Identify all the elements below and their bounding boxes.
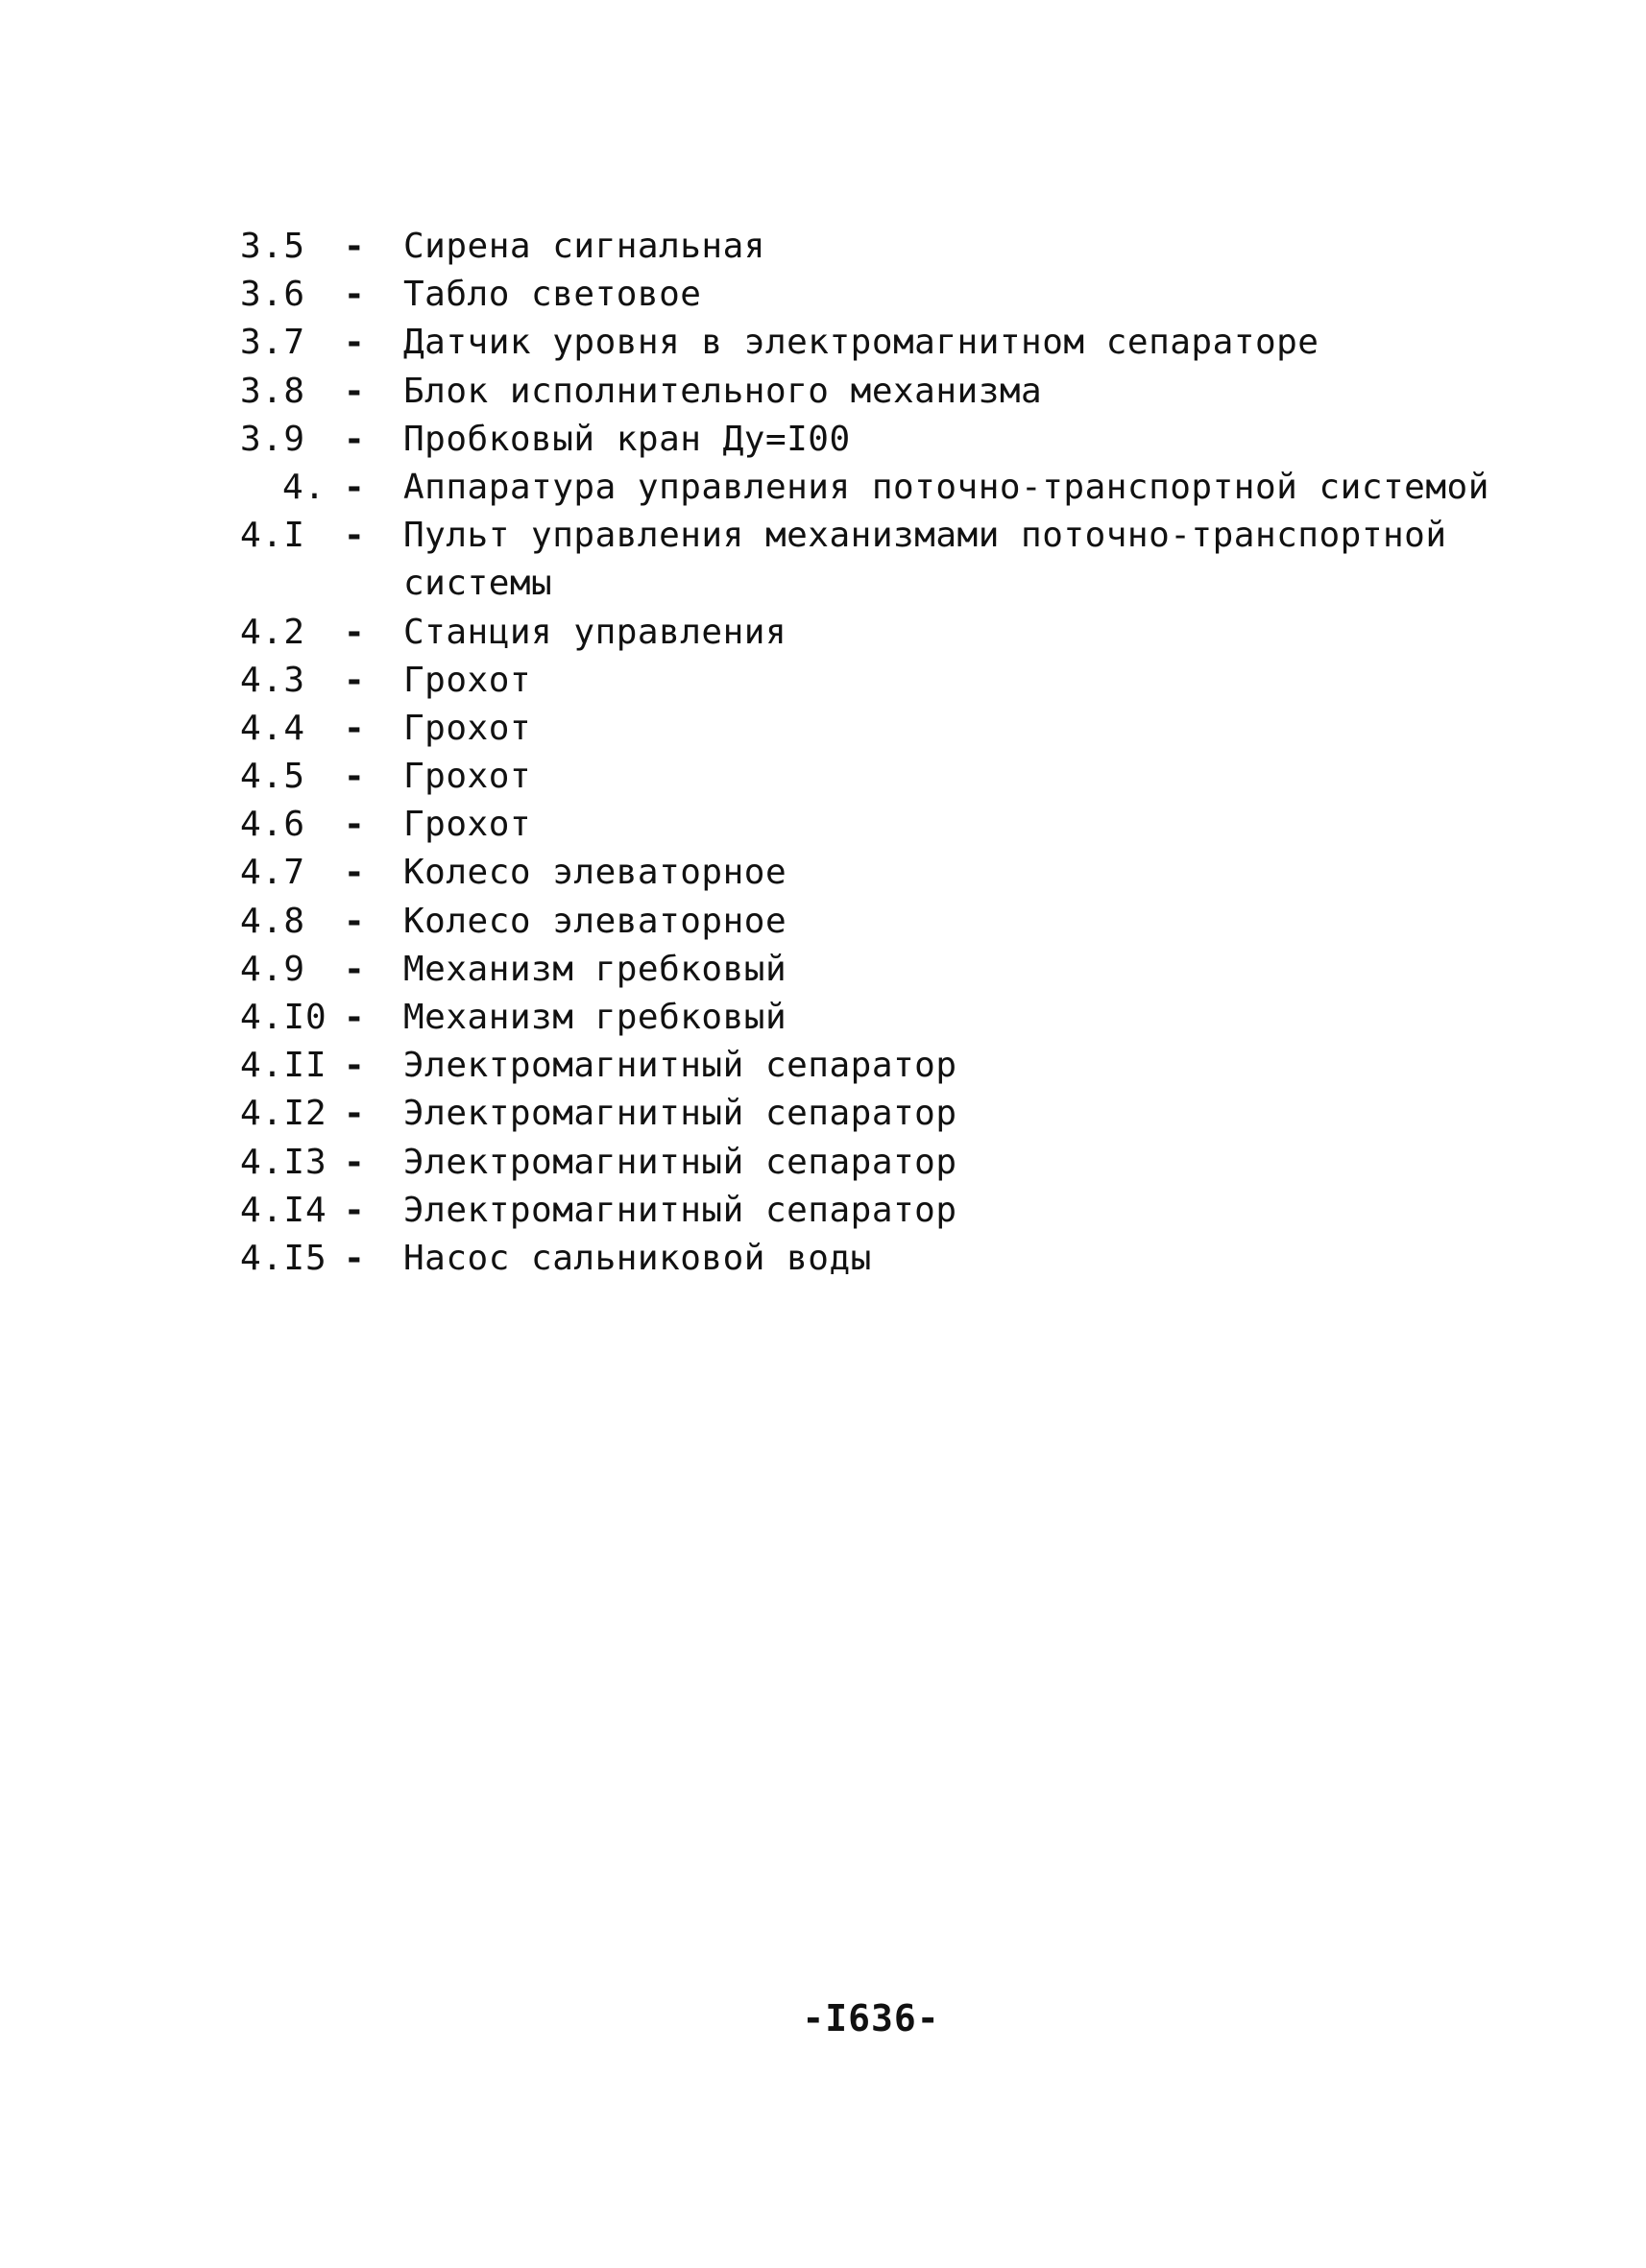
list-item xyxy=(240,753,1527,801)
item-text: Колесо элеваторное xyxy=(403,853,787,893)
item-number: 4.I5 xyxy=(240,1238,327,1278)
item-number: 4.5 xyxy=(240,757,306,797)
item-dash: - xyxy=(344,516,365,556)
item-dash: - xyxy=(344,1238,365,1278)
item-text: Станция управления xyxy=(403,612,787,652)
list-item xyxy=(240,1090,1527,1138)
item-dash: - xyxy=(344,1094,365,1134)
item-number: 4.I3 xyxy=(240,1142,327,1182)
item-number: 4.I4 xyxy=(240,1190,327,1230)
list-item xyxy=(240,1235,1527,1283)
item-dash: - xyxy=(344,1046,365,1086)
item-text: Сирена сигнальная xyxy=(403,227,765,266)
list-item xyxy=(240,801,1527,849)
item-number: 4.I0 xyxy=(240,998,327,1037)
item-text: Колесо элеваторное xyxy=(403,901,787,941)
item-text: Электромагнитный сепаратор xyxy=(403,1046,957,1086)
list-item xyxy=(240,416,1527,464)
item-number: 3.5 xyxy=(240,227,306,266)
item-text: Пробковый кран Ду=I00 xyxy=(403,419,851,459)
item-dash: - xyxy=(344,323,365,363)
list-item-continuation xyxy=(240,560,1527,608)
item-dash: - xyxy=(344,998,365,1037)
item-dash: - xyxy=(344,757,365,797)
item-number: 4.7 xyxy=(240,853,306,893)
item-number: 3.9 xyxy=(240,419,306,459)
page-number: -I636- xyxy=(802,1997,940,2039)
list-item xyxy=(240,898,1527,946)
item-dash: - xyxy=(344,660,365,700)
item-dash: - xyxy=(344,853,365,893)
item-number: 3.8 xyxy=(240,371,306,411)
list-item xyxy=(240,657,1527,705)
item-number: 3.6 xyxy=(240,275,306,315)
item-text: системы xyxy=(403,564,553,604)
item-text: Насос сальниковой воды xyxy=(403,1238,872,1278)
list-item xyxy=(240,319,1527,367)
item-dash: - xyxy=(344,227,365,266)
item-number: 4. xyxy=(282,467,327,507)
item-text: Электромагнитный сепаратор xyxy=(403,1094,957,1134)
list-item xyxy=(240,1187,1527,1235)
item-text: Пульт управления механизмами поточно-транспортной xyxy=(403,516,1447,556)
item-dash: - xyxy=(344,1190,365,1230)
item-dash: - xyxy=(344,467,365,507)
item-text: Механизм гребковый xyxy=(403,998,787,1037)
list-item xyxy=(240,994,1527,1042)
item-dash: - xyxy=(344,805,365,845)
item-text: Электромагнитный сепаратор xyxy=(403,1190,957,1230)
item-dash: - xyxy=(344,371,365,411)
list-item xyxy=(240,1042,1527,1090)
item-number: 4.2 xyxy=(240,612,306,652)
list-item xyxy=(240,1139,1527,1187)
item-dash: - xyxy=(344,708,365,748)
item-number: 4.I2 xyxy=(240,1094,327,1134)
item-text: Грохот xyxy=(403,757,532,797)
item-dash: - xyxy=(344,275,365,315)
item-dash: - xyxy=(344,901,365,941)
item-text: Механизм гребковый xyxy=(403,949,787,989)
item-text: Электромагнитный сепаратор xyxy=(403,1142,957,1182)
item-number: 4.I xyxy=(240,516,306,556)
item-text: Табло световое xyxy=(403,275,702,315)
item-number: 4.3 xyxy=(240,660,306,700)
list-item xyxy=(240,512,1527,560)
list-item xyxy=(240,368,1527,416)
item-number: 4.9 xyxy=(240,949,306,989)
list-item xyxy=(240,223,1527,271)
list-item xyxy=(240,849,1527,897)
item-text: Грохот xyxy=(403,660,532,700)
item-text: Грохот xyxy=(403,708,532,748)
item-text: Грохот xyxy=(403,805,532,845)
list-item xyxy=(240,271,1527,319)
item-dash: - xyxy=(344,949,365,989)
item-dash: - xyxy=(344,612,365,652)
item-number: 4.6 xyxy=(240,805,306,845)
list-item xyxy=(240,464,1527,512)
item-text: Блок исполнительного механизма xyxy=(403,371,1043,411)
item-number: 3.7 xyxy=(240,323,306,363)
equipment-list xyxy=(240,223,1527,1283)
item-number: 4.8 xyxy=(240,901,306,941)
list-item xyxy=(240,609,1527,657)
item-dash: - xyxy=(344,419,365,459)
item-dash: - xyxy=(344,1142,365,1182)
item-number: 4.II xyxy=(240,1046,327,1086)
item-text: Аппаратура управления поточно-транспортной системой xyxy=(403,467,1489,507)
item-text: Датчик уровня в электромагнитном сепараторе xyxy=(403,323,1319,363)
list-item xyxy=(240,705,1527,753)
item-number: 4.4 xyxy=(240,708,306,748)
list-item xyxy=(240,946,1527,994)
